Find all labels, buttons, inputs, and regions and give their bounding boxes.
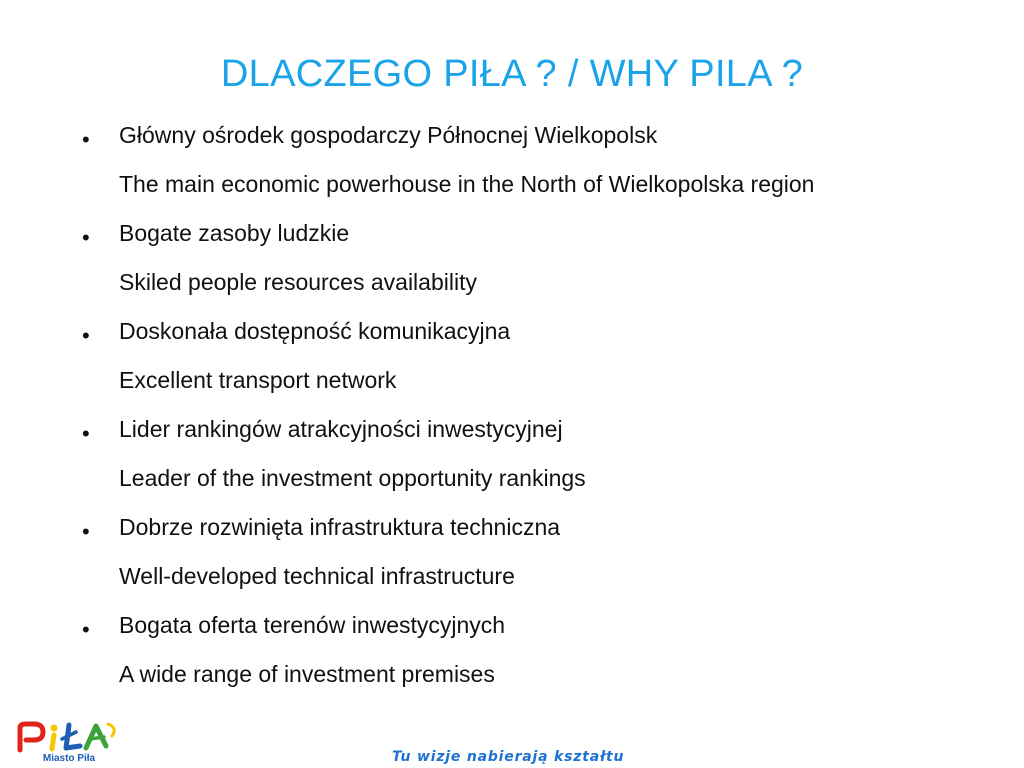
bullet-icon: • xyxy=(82,421,90,446)
item-english-text: A wide range of investment premises xyxy=(119,661,495,687)
item-english-text: Skiled people resources availability xyxy=(119,269,477,295)
bullet-icon: • xyxy=(82,617,90,642)
item-english-text: Leader of the investment opportunity rankings xyxy=(119,465,586,491)
logo-caption: Miasto Piła xyxy=(42,753,96,764)
list-item xyxy=(82,122,942,198)
item-english-text: Excellent transport network xyxy=(119,367,397,393)
slide-title: DLACZEGO PIŁA ? / WHY PILA ? xyxy=(220,53,804,95)
item-polish-text: Bogate zasoby ludzkie xyxy=(119,220,350,246)
item-english-text: Well-developed technical infrastructure xyxy=(119,563,515,589)
footer-slogan: Tu wizje nabierają kształtu xyxy=(392,749,625,765)
item-polish-text: Bogata oferta terenów inwestycyjnych xyxy=(119,612,506,638)
bullet-icon: • xyxy=(82,127,90,152)
list-item xyxy=(82,220,942,296)
item-english-text: The main economic powerhouse in the North of Wielkopolska region xyxy=(119,171,815,197)
bullet-icon: • xyxy=(82,225,90,250)
item-polish-text: Główny ośrodek gospodarczy Północnej Wielkopolsk xyxy=(119,122,658,148)
bullet-list xyxy=(82,118,942,688)
list-item xyxy=(82,416,942,492)
item-polish-text: Lider rankingów atrakcyjności inwestycyjnej xyxy=(119,416,563,442)
item-polish-text: Dobrze rozwinięta infrastruktura techniczna xyxy=(119,514,561,540)
list-item xyxy=(82,318,942,394)
footer xyxy=(0,720,1024,768)
bullet-icon: • xyxy=(82,519,90,544)
list-item xyxy=(82,612,942,688)
list-item xyxy=(82,514,942,590)
bullet-icon: • xyxy=(82,323,90,348)
item-polish-text: Doskonała dostępność komunikacyjna xyxy=(119,318,511,344)
